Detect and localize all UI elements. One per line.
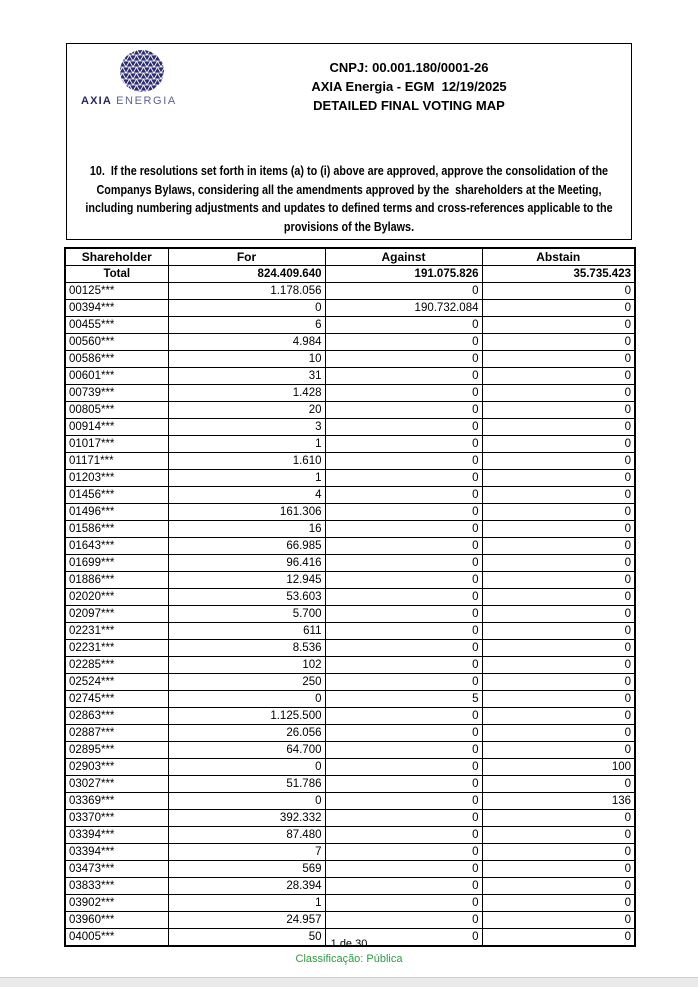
vote-count: 190.732.084 (325, 300, 482, 317)
vote-count: 1.125.500 (168, 708, 325, 725)
vote-count: 0 (482, 334, 635, 351)
vote-count: 6 (168, 317, 325, 334)
vote-count: 0 (325, 572, 482, 589)
table-row (65, 725, 635, 742)
table-row (65, 827, 635, 844)
vote-count: 0 (482, 538, 635, 555)
vote-count: 0 (482, 453, 635, 470)
table-header-row (65, 248, 635, 266)
vote-count: 24.957 (168, 912, 325, 929)
vote-count: 0 (482, 402, 635, 419)
shareholder-id: 00586*** (65, 351, 168, 368)
shareholder-id: 00805*** (65, 402, 168, 419)
vote-count: 392.332 (168, 810, 325, 827)
vote-count: 0 (482, 929, 635, 947)
vote-count: 0 (482, 589, 635, 606)
vote-count: 64.700 (168, 742, 325, 759)
shareholder-id: 01886*** (65, 572, 168, 589)
shareholder-id: 00125*** (65, 283, 168, 300)
vote-count: 0 (325, 538, 482, 555)
shareholder-id: 02524*** (65, 674, 168, 691)
vote-count: 0 (482, 385, 635, 402)
table-row (65, 623, 635, 640)
table-row (65, 470, 635, 487)
table-row (65, 895, 635, 912)
shareholder-id: 00394*** (65, 300, 168, 317)
vote-count: 0 (325, 708, 482, 725)
table-row (65, 538, 635, 555)
shareholder-id: 03369*** (65, 793, 168, 810)
vote-count: 0 (325, 351, 482, 368)
vote-count: 12.945 (168, 572, 325, 589)
column-header-abstain: Abstain (482, 248, 635, 266)
table-row (65, 793, 635, 810)
table-row (65, 657, 635, 674)
vote-count: 26.056 (168, 725, 325, 742)
vote-count: 0 (482, 878, 635, 895)
vote-count: 0 (482, 351, 635, 368)
vote-count: 0 (482, 555, 635, 572)
shareholder-id: 03902*** (65, 895, 168, 912)
logo-wordmark (81, 95, 177, 107)
resolution-text (66, 162, 632, 236)
table-row (65, 742, 635, 759)
vote-count: 0 (325, 283, 482, 300)
vote-count: 161.306 (168, 504, 325, 521)
table-row (65, 589, 635, 606)
shareholder-id: 01456*** (65, 487, 168, 504)
vote-count: 1.428 (168, 385, 325, 402)
vote-count: 4.984 (168, 334, 325, 351)
vote-count: 0 (482, 419, 635, 436)
table-row (65, 691, 635, 708)
geodesic-sphere-icon (119, 49, 165, 93)
vote-count: 1 (168, 895, 325, 912)
vote-count: 8.536 (168, 640, 325, 657)
vote-count: 0 (482, 572, 635, 589)
vote-count: 0 (482, 283, 635, 300)
vote-count: 0 (325, 657, 482, 674)
page-edge-strip (0, 977, 698, 987)
vote-count: 0 (325, 402, 482, 419)
vote-count: 569 (168, 861, 325, 878)
vote-count: 5.700 (168, 606, 325, 623)
column-header-against: Against (325, 248, 482, 266)
table-row (65, 810, 635, 827)
table-row (65, 708, 635, 725)
shareholder-id: 02020*** (65, 589, 168, 606)
document-title-line: DETAILED FINAL VOTING MAP (313, 98, 505, 113)
vote-count: 0 (482, 657, 635, 674)
shareholder-id: 03370*** (65, 810, 168, 827)
shareholder-id: 01699*** (65, 555, 168, 572)
vote-count: 1.178.056 (168, 283, 325, 300)
vote-count: 0 (482, 844, 635, 861)
vote-count: 50 (168, 929, 325, 947)
vote-count: 0 (325, 878, 482, 895)
table-row (65, 283, 635, 300)
vote-count: 0 (325, 623, 482, 640)
vote-count: 0 (325, 419, 482, 436)
vote-count: 16 (168, 521, 325, 538)
total-for: 824.409.640 (168, 266, 325, 283)
vote-count: 0 (325, 555, 482, 572)
vote-count: 0 (482, 436, 635, 453)
vote-count: 136 (482, 793, 635, 810)
vote-count: 0 (482, 827, 635, 844)
vote-count: 0 (325, 436, 482, 453)
vote-count: 0 (325, 674, 482, 691)
total-row (65, 266, 635, 283)
table-row (65, 776, 635, 793)
vote-count: 10 (168, 351, 325, 368)
vote-count: 0 (325, 606, 482, 623)
shareholder-id: 03833*** (65, 878, 168, 895)
vote-count: 0 (482, 742, 635, 759)
vote-count: 0 (325, 844, 482, 861)
classification-label: Classificação: Pública (295, 953, 403, 965)
table-row (65, 351, 635, 368)
vote-count: 51.786 (168, 776, 325, 793)
shareholder-id: 01203*** (65, 470, 168, 487)
table-row (65, 878, 635, 895)
vote-count: 53.603 (168, 589, 325, 606)
vote-count: 5 (325, 691, 482, 708)
vote-count: 0 (325, 504, 482, 521)
vote-count: 0 (482, 317, 635, 334)
table-row (65, 419, 635, 436)
shareholder-id: 02903*** (65, 759, 168, 776)
vote-count: 0 (482, 912, 635, 929)
vote-count: 3 (168, 419, 325, 436)
vote-count: 66.985 (168, 538, 325, 555)
vote-count: 0 (168, 300, 325, 317)
vote-count: 0 (325, 895, 482, 912)
resolution-line: Companys Bylaws, considering all the amendments approved by the shareholders at the Meeting, (96, 182, 602, 197)
vote-count: 0 (482, 640, 635, 657)
vote-count: 0 (482, 606, 635, 623)
vote-count: 0 (325, 640, 482, 657)
vote-count: 0 (482, 895, 635, 912)
shareholder-id: 03394*** (65, 827, 168, 844)
vote-count: 0 (325, 521, 482, 538)
vote-count: 0 (325, 385, 482, 402)
table-row (65, 436, 635, 453)
shareholder-id: 01643*** (65, 538, 168, 555)
shareholder-id: 03960*** (65, 912, 168, 929)
shareholder-id: 02745*** (65, 691, 168, 708)
shareholder-id: 00914*** (65, 419, 168, 436)
shareholder-id: 01171*** (65, 453, 168, 470)
vote-count: 0 (325, 861, 482, 878)
resolution-line: provisions of the Bylaws. (283, 219, 415, 234)
shareholder-id: 02231*** (65, 640, 168, 657)
vote-count: 87.480 (168, 827, 325, 844)
table-row (65, 912, 635, 929)
table-row (65, 640, 635, 657)
total-abstain: 35.735.423 (482, 266, 635, 283)
shareholder-id: 00560*** (65, 334, 168, 351)
shareholder-id: 00601*** (65, 368, 168, 385)
vote-count: 0 (168, 691, 325, 708)
vote-count: 28.394 (168, 878, 325, 895)
vote-count: 0 (325, 912, 482, 929)
vote-count: 0 (325, 776, 482, 793)
vote-count: 0 (482, 470, 635, 487)
vote-count: 0 (325, 827, 482, 844)
vote-count: 0 (168, 759, 325, 776)
column-header-for: For (168, 248, 325, 266)
table-row (65, 759, 635, 776)
shareholder-id: 04005*** (65, 929, 168, 947)
meeting-title-line: AXIA Energia - EGM 12/19/2025 (311, 79, 507, 94)
header-box (66, 43, 632, 240)
table-row (65, 453, 635, 470)
table-row (65, 861, 635, 878)
vote-count: 0 (482, 861, 635, 878)
vote-count: 0 (325, 742, 482, 759)
vote-count: 0 (325, 334, 482, 351)
table-row (65, 402, 635, 419)
cnpj-line: CNPJ: 00.001.180/0001-26 (329, 60, 489, 75)
shareholder-id: 03027*** (65, 776, 168, 793)
table-row (65, 368, 635, 385)
vote-count: 0 (325, 810, 482, 827)
shareholder-id: 02285*** (65, 657, 168, 674)
vote-count: 0 (482, 776, 635, 793)
shareholder-id: 01586*** (65, 521, 168, 538)
table-row (65, 385, 635, 402)
shareholder-id: 02097*** (65, 606, 168, 623)
shareholder-id: 00455*** (65, 317, 168, 334)
vote-count: 1 (168, 436, 325, 453)
table-row (65, 300, 635, 317)
vote-count: 1.610 (168, 453, 325, 470)
vote-count: 0 (482, 810, 635, 827)
table-row (65, 334, 635, 351)
table-row (65, 555, 635, 572)
voting-table-body (65, 266, 635, 947)
meeting-header (187, 58, 631, 115)
vote-count: 0 (325, 470, 482, 487)
vote-count: 96.416 (168, 555, 325, 572)
table-row (65, 606, 635, 623)
vote-count: 1 (168, 470, 325, 487)
total-against: 191.075.826 (325, 266, 482, 283)
vote-count: 0 (325, 487, 482, 504)
vote-count: 31 (168, 368, 325, 385)
voting-table (64, 247, 636, 947)
vote-count: 0 (482, 504, 635, 521)
vote-count: 611 (168, 623, 325, 640)
vote-count: 0 (482, 725, 635, 742)
vote-count: 100 (482, 759, 635, 776)
vote-count: 0 (325, 759, 482, 776)
vote-count: 0 (482, 368, 635, 385)
vote-count: 0 (325, 453, 482, 470)
shareholder-id: 02895*** (65, 742, 168, 759)
vote-count: 102 (168, 657, 325, 674)
vote-count: 0 (482, 623, 635, 640)
vote-count: 0 (325, 317, 482, 334)
table-row (65, 487, 635, 504)
shareholder-id: 03394*** (65, 844, 168, 861)
vote-count: 0 (482, 300, 635, 317)
shareholder-id: 02863*** (65, 708, 168, 725)
total-label: Total (65, 266, 168, 283)
vote-count: 0 (325, 589, 482, 606)
table-row (65, 572, 635, 589)
vote-count: 0 (482, 487, 635, 504)
logo-brand-secondary: ENERGIA (116, 95, 177, 107)
vote-count: 0 (325, 725, 482, 742)
table-row (65, 317, 635, 334)
page-number: 1 de 30 (330, 938, 368, 950)
vote-count: 0 (482, 674, 635, 691)
resolution-line: including numbering adjustments and updates to defined terms and cross-references applicable to the (85, 201, 613, 215)
company-logo (81, 49, 177, 107)
logo-brand-primary: AXIA (81, 95, 113, 107)
shareholder-id: 01017*** (65, 436, 168, 453)
table-row (65, 504, 635, 521)
vote-count: 4 (168, 487, 325, 504)
vote-count: 0 (168, 793, 325, 810)
vote-count: 250 (168, 674, 325, 691)
vote-count: 0 (482, 691, 635, 708)
shareholder-id: 02887*** (65, 725, 168, 742)
resolution-line: 10. If the resolutions set forth in items (a) to (i) above are approved, approve the consolidation of the (89, 164, 609, 178)
table-row (65, 521, 635, 538)
vote-count: 0 (325, 929, 482, 947)
shareholder-id: 03473*** (65, 861, 168, 878)
shareholder-id: 01496*** (65, 504, 168, 521)
vote-count: 7 (168, 844, 325, 861)
vote-count: 20 (168, 402, 325, 419)
vote-count: 0 (325, 368, 482, 385)
vote-count: 0 (482, 708, 635, 725)
column-header-shareholder: Shareholder (65, 248, 168, 266)
table-row (65, 674, 635, 691)
shareholder-id: 00739*** (65, 385, 168, 402)
table-row (65, 844, 635, 861)
vote-count: 0 (482, 521, 635, 538)
vote-count: 0 (325, 793, 482, 810)
shareholder-id: 02231*** (65, 623, 168, 640)
